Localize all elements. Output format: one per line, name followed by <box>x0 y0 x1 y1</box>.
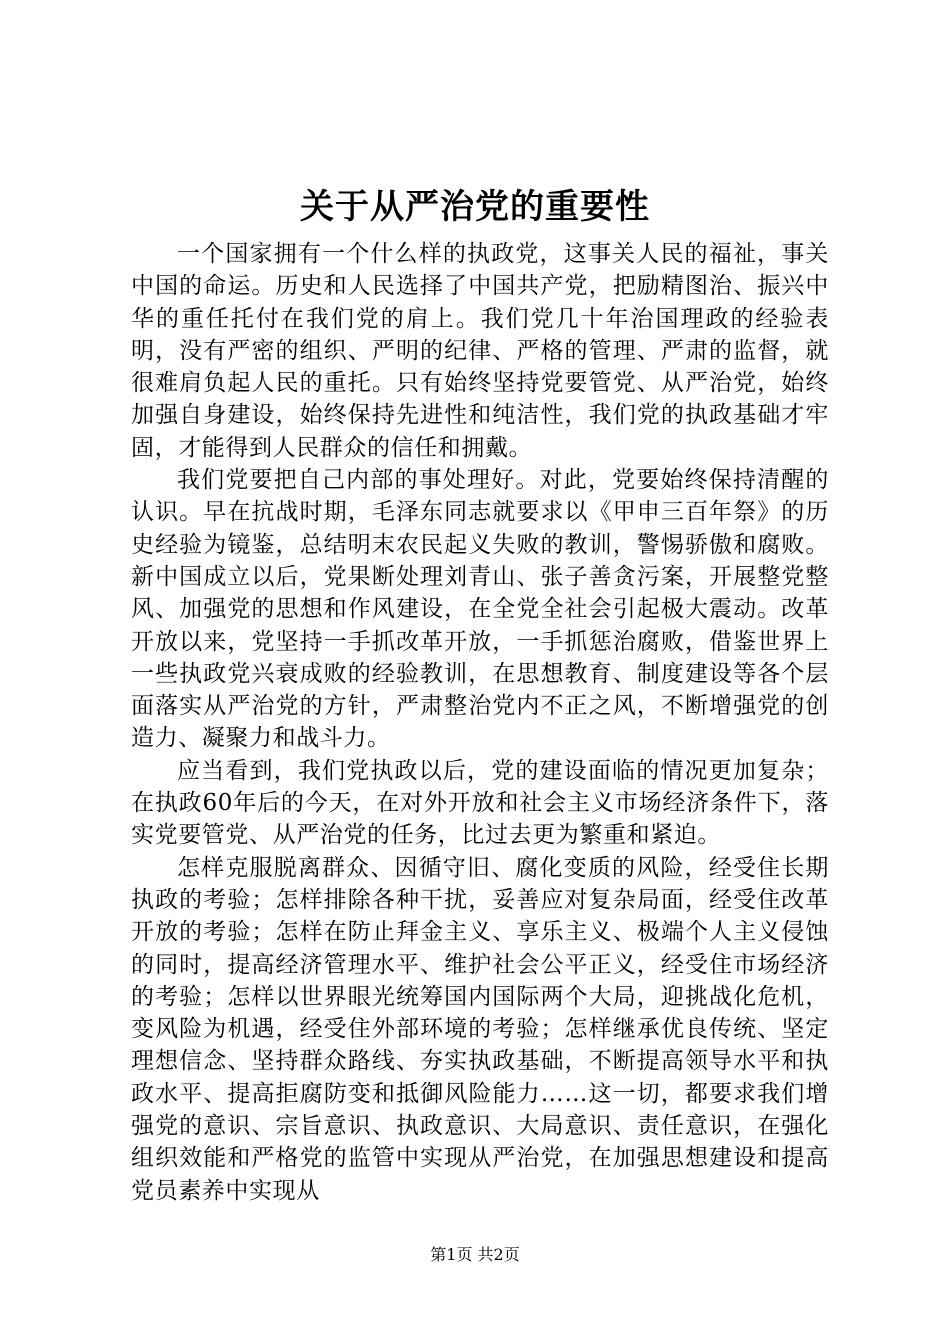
paragraph-3: 应当看到，我们党执政以后，党的建设面临的情况更加复杂；在执政60年后的今天，在对外开放和社会主义市场经济条件下，落实党要管党、从严治党的任务，比过去更为繁重和紧迫。 <box>131 757 829 849</box>
paragraph-2: 我们党要把自己内部的事处理好。对此，党要始终保持清醒的认识。早在抗战时期，毛泽东同志就要求以《甲申三百年祭》的历史经验为镜鉴，总结明末农民起义失败的教训，警惕骄傲和腐败。新中国成立以后，党果断处理刘青山、张子善贪污案，开展整党整风、加强党的思想和作风建设，在全党全社会引起极大震动。改革开放以来，党坚持一手抓改革开放，一手抓惩治腐败，借鉴世界上一些执政党兴衰成败的经验教训，在思想教育、制度建设等各个层面落实从严治党的方针，严肃整治党内不正之风，不断增强党的创造力、凝聚力和战斗力。 <box>131 467 829 752</box>
paragraph-4: 怎样克服脱离群众、因循守旧、腐化变质的风险，经受住长期执政的考验；怎样排除各种干扰，妥善应对复杂局面，经受住改革开放的考验；怎样在防止拜金主义、享乐主义、极端个人主义侵蚀的同时，提高经济管理水平、维护社会公平正义，经受住市场经济的考验；怎样以世界眼光统筹国内国际两个大局，迎挑战化危机，变风险为机遇，经受住外部环境的考验；怎样继承优良传统、坚定理想信念、坚持群众路线、夯实执政基础，不断提高领导水平和执政水平、提高拒腐防变和抵御风险能力……这一切，都要求我们增强党的意识、宗旨意识、执政意识、大局意识、责任意识，在强化组织效能和严格党的监管中实现从严治党，在加强思想建设和提高党员素养中实现从 <box>131 854 829 1204</box>
document-body <box>131 238 829 1207</box>
page-number-footer: 第1页 共2页 <box>430 1245 520 1264</box>
paragraph-1: 一个国家拥有一个什么样的执政党，这事关人民的福祉，事关中国的命运。历史和人民选择了中国共产党，把励精图治、振兴中华的重任托付在我们党的肩上。我们党几十年治国理政的经验表明，没有严密的组织、严明的纪律、严格的管理、严肃的监督，就很难肩负起人民的重托。只有始终坚持党要管党、从严治党，始终加强自身建设，始终保持先进性和纯洁性，我们党的执政基础才牢固，才能得到人民群众的信任和拥戴。 <box>131 241 829 461</box>
document-title: 关于从严治党的重要性 <box>300 187 650 227</box>
